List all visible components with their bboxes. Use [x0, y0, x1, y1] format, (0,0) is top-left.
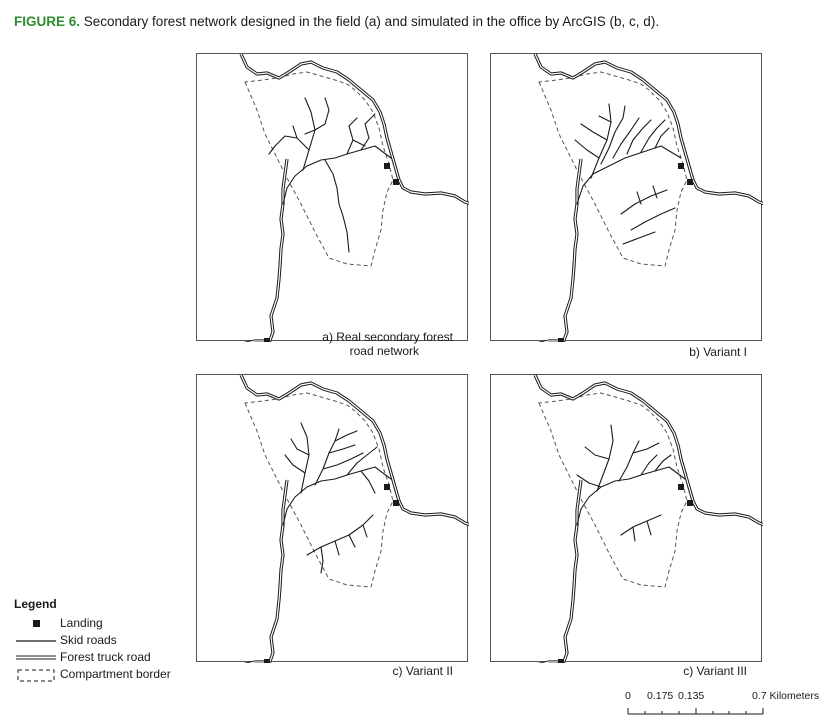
skid-road: [307, 515, 373, 555]
panel-label-c: [393, 664, 453, 678]
panel-label-a: [322, 330, 453, 358]
skid-road: [601, 106, 625, 164]
landing-marker: [687, 179, 693, 185]
skid-road: [623, 232, 655, 244]
figure-caption: [14, 14, 659, 29]
landing-marker: [393, 500, 399, 506]
legend-item-landing: [14, 615, 103, 632]
legend-label-forest-truck-road: Forest truck road: [60, 650, 151, 664]
scale-tick-0: 0: [625, 690, 631, 702]
scale-tick-2: 0.135: [678, 690, 705, 702]
landing-square-icon: [14, 615, 56, 632]
forest-truck-road-outer: [491, 375, 763, 663]
skid-road: [631, 208, 675, 230]
skid-road: [325, 160, 349, 252]
skid-road: [349, 535, 355, 547]
panel-label-d-line1: c) Variant III: [683, 664, 747, 678]
skid-road: [585, 447, 609, 459]
legend-item-forest-truck-road: [14, 649, 151, 666]
forest-truck-road-inner: [491, 375, 763, 663]
legend-item-compartment-border: [14, 666, 171, 683]
skid-road: [641, 455, 657, 475]
scale-tick-3: 0.7 Kilometers: [752, 690, 820, 702]
skid-road: [627, 120, 651, 154]
map-panel-a: [196, 53, 468, 358]
landing-marker: [264, 338, 270, 342]
forest-truck-road-outer: [197, 375, 469, 663]
panel-label-c-line1: c) Variant II: [392, 664, 453, 678]
single-line-icon: [14, 632, 56, 649]
skid-road: [633, 527, 635, 541]
map-a: [197, 54, 469, 342]
legend: [14, 597, 171, 683]
skid-road: [315, 429, 339, 485]
legend-item-skid-roads: [14, 632, 117, 649]
landing-marker: [678, 484, 684, 490]
legend-title: Legend: [14, 597, 57, 611]
figure-label: FIGURE 6.: [14, 14, 81, 29]
skid-road: [621, 515, 661, 535]
forest-truck-road-inner: [197, 54, 469, 342]
skid-road: [269, 136, 297, 154]
landing-marker: [264, 659, 270, 663]
legend-label-compartment-border: Compartment border: [60, 667, 171, 681]
skid-road: [647, 521, 651, 535]
compartment-border: [539, 393, 687, 587]
panel-label-b: [689, 345, 747, 359]
skid-road: [653, 186, 657, 198]
skid-road: [575, 140, 599, 158]
panel-label-a-line1: a) Real secondary forest: [322, 330, 453, 344]
skid-road: [285, 455, 305, 473]
skid-road: [335, 541, 339, 555]
skid-road: [599, 116, 611, 122]
skid-road: [301, 423, 309, 493]
landing-marker: [678, 163, 684, 169]
skid-road: [283, 467, 391, 525]
scale-tick-1: 0.175: [647, 690, 674, 702]
map-panel-d: [490, 374, 762, 678]
skid-road: [353, 140, 365, 146]
panel-label-b-line1: b) Variant I: [689, 345, 747, 359]
landing-marker: [384, 163, 390, 169]
map-c: [197, 375, 469, 663]
skid-road: [315, 98, 329, 130]
skid-road: [363, 525, 367, 537]
skid-road: [283, 146, 391, 204]
landing-marker: [558, 338, 564, 342]
landing-marker: [384, 484, 390, 490]
map-b: [491, 54, 763, 342]
forest-truck-road-inner: [491, 54, 763, 342]
compartment-border: [539, 72, 687, 266]
forest-truck-road-inner: [197, 375, 469, 663]
dashed-box-icon: [14, 666, 56, 683]
scale-bar: [622, 690, 822, 720]
scale-bar-ruler: [622, 704, 822, 720]
panel-label-d: [683, 664, 747, 678]
skid-road: [321, 547, 323, 573]
map-d: [491, 375, 763, 663]
skid-road: [323, 453, 363, 469]
map-panel-b: [490, 53, 762, 359]
skid-road: [577, 467, 685, 525]
compartment-border: [245, 72, 393, 266]
caption-text: Secondary forest network designed in the field (a) and simulated in the office by ArcGIS (b, c, d).: [80, 14, 660, 29]
legend-label-landing: Landing: [60, 616, 103, 630]
map-panel-c: [196, 374, 468, 678]
skid-road: [581, 124, 607, 140]
forest-truck-road-outer: [197, 54, 469, 342]
skid-road: [619, 441, 639, 481]
double-line-icon: [14, 649, 56, 666]
compartment-border: [245, 393, 393, 587]
landing-marker: [687, 500, 693, 506]
landing-marker: [558, 659, 564, 663]
skid-road: [347, 118, 357, 154]
skid-road: [655, 128, 669, 148]
skid-road: [361, 471, 375, 493]
skid-road: [291, 439, 309, 455]
legend-label-skid-roads: Skid roads: [60, 633, 117, 647]
panel-label-a-line2: road network: [349, 344, 419, 358]
skid-road: [621, 190, 667, 214]
forest-truck-road-outer: [491, 54, 763, 342]
landing-marker: [393, 179, 399, 185]
